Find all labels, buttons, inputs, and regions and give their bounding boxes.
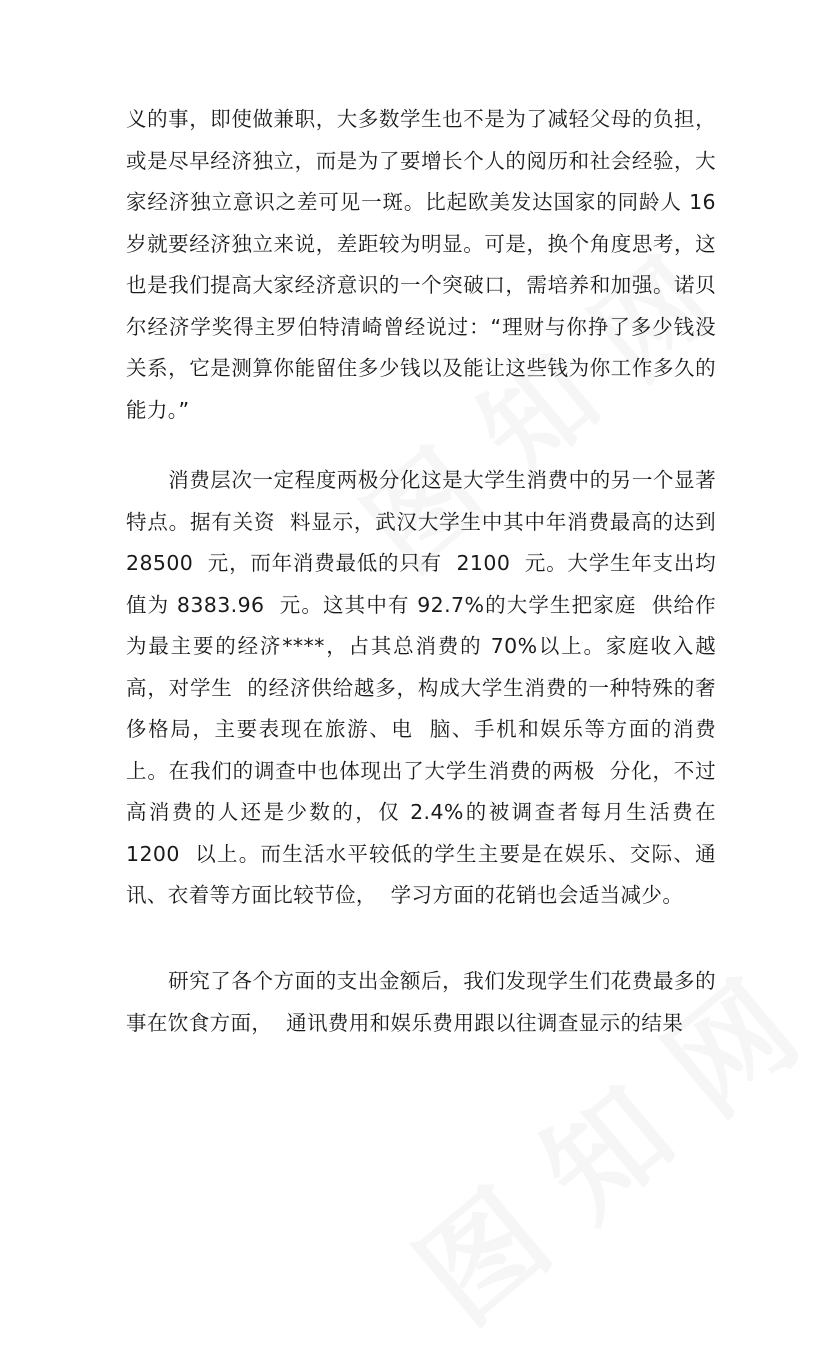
paragraph-2: 消费层次一定程度两极分化这是大学生消费中的另一个显著特点。据有关资 料显示，武汉大学生中其中年消费最高的达到 28500 元，而年消费最低的只有 2100 元。大学生年支出均值为 8383.96 元。这其中有 92.7%的大学生把家庭 供给作为最主要的经济****，占其总消费的 70%以上。家庭收入越高，对学生 的经济供给越多，构成大学生消费的一种特殊的奢侈格局，主要表现在旅游、电 脑、手机和娱乐等方面的消费上。在我们的调查中也体现出了大学生消费的两极 分化，不过高消费的人还是少数的，仅 2.4%的被调查者每月生活费在 1200 以上。而生活水平较低的学生主要是在娱乐、交际、通讯、衣着等方面比较节俭， 学习方面的花销也会适当减少。 [126, 468, 723, 907]
paragraph-3: 研究了各个方面的支出金额后，我们发现学生们花费最多的事在饮食方面， 通讯费用和娱乐费用跟以往调查显示的结果 [126, 969, 716, 1035]
paragraph-1: 义的事，即使做兼职，大多数学生也不是为了减轻父母的负担，或是尽早经济独立，而是为了要增长个人的阅历和社会经验，大家经济独立意识之差可见一斑。比起欧美发达国家的同龄人 16 岁就要经济独立来说，差距较为明显。可是，换个角度思考，这也是我们提高大家经济意识的一个突破口，需培养和加强。诺贝尔经济学奖得主罗伯特清崎曾经说过：“理财与你挣了多少钱没关系，它是测算你能留住多少钱以及能让这些钱为你工作多久的能力。” [126, 107, 730, 422]
